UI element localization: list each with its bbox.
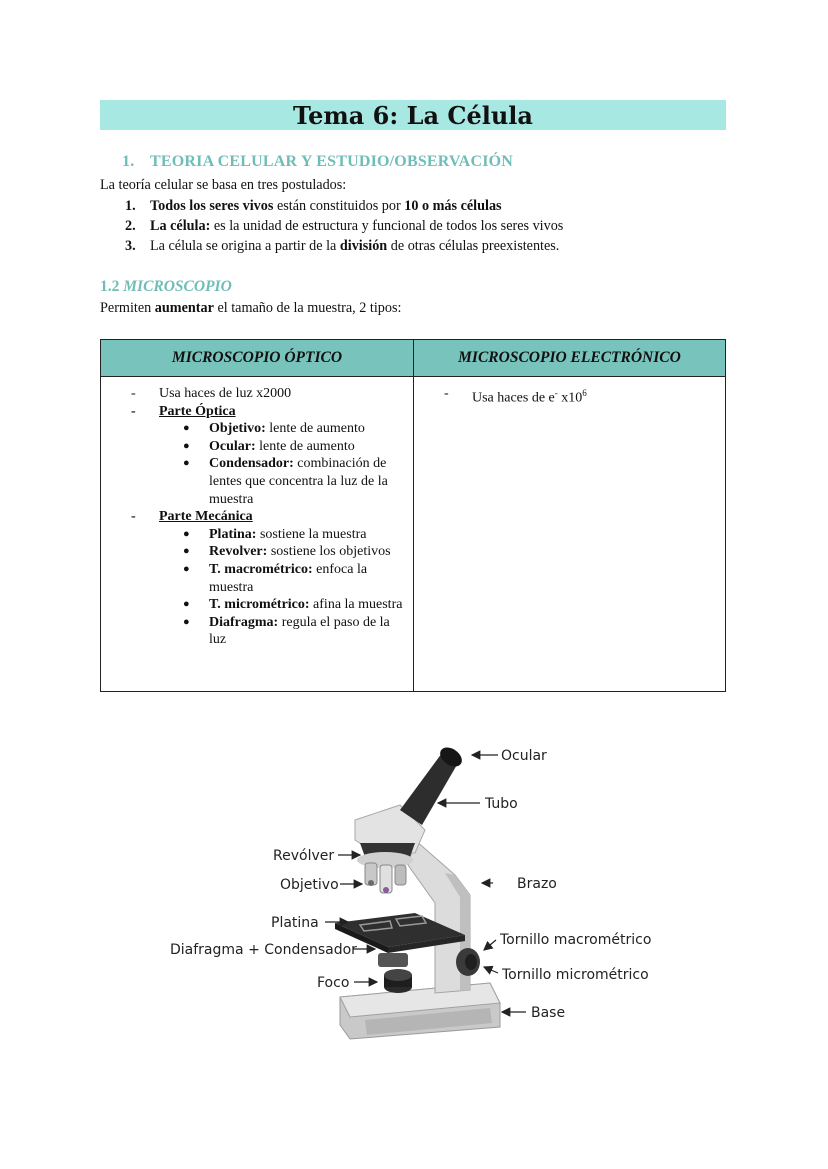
- list-item: [129, 543, 407, 561]
- mecanica-list: [129, 526, 407, 649]
- text: Usa haces de luz x2000: [159, 386, 292, 401]
- dash-item: - Usa haces de luz x2000: [131, 386, 292, 401]
- subheading-mecanica: Parte Mecánica: [159, 509, 253, 525]
- text: regula el paso de la luz: [209, 614, 390, 648]
- bold-text: Revolver:: [209, 544, 268, 560]
- label-diafragma: Diafragma + Condensador: [170, 942, 357, 958]
- cell-electronico: [413, 377, 725, 692]
- list-item: [129, 561, 407, 596]
- bold-text: división: [339, 238, 388, 254]
- postulates-list: [100, 196, 660, 256]
- list-number: 1.: [125, 198, 136, 214]
- bullet-icon: ●: [183, 615, 190, 628]
- text: Usa haces de e: [471, 390, 555, 406]
- subheading-optica: Parte Óptica: [159, 403, 236, 419]
- label-brazo: Brazo: [517, 876, 557, 892]
- list-item: [129, 526, 407, 544]
- section-title: MICROSCOPIO: [123, 278, 232, 295]
- postulate-item: [100, 236, 660, 256]
- label-base: Base: [531, 1005, 566, 1021]
- dash-item: - Parte Óptica: [131, 403, 236, 419]
- dash-item: - Usa haces de e- $x10^6$: [443, 386, 587, 406]
- bold-text: Platina:: [209, 526, 257, 542]
- optica-list: [129, 420, 407, 508]
- list-number: 2.: [125, 218, 136, 234]
- label-objetivo: Objetivo: [280, 877, 339, 893]
- text: combinación de lentes que concentra la luz de la muestra: [209, 456, 388, 507]
- bullet-icon: ●: [183, 422, 190, 435]
- bold-text: La célula:: [150, 218, 211, 234]
- bullet-icon: ●: [183, 439, 190, 452]
- bullet-icon: ●: [183, 545, 190, 558]
- dash-item: - Parte Mecánica: [131, 509, 253, 525]
- label-ocular: Ocular: [501, 748, 547, 764]
- section-title: TEORIA CELULAR Y ESTUDIO/OBSERVACIÓN: [150, 153, 514, 170]
- text: el tamaño de la muestra, 2 tipos:: [213, 300, 402, 316]
- eyepiece-tube: [400, 744, 465, 825]
- bold-text: Objetivo:: [209, 421, 266, 437]
- bold-text: Todos los seres vivos: [150, 198, 274, 214]
- bullet-icon: ●: [183, 562, 190, 575]
- list-item: [129, 614, 407, 649]
- focus-knobs: [456, 948, 480, 976]
- bullet-icon: ●: [183, 457, 190, 470]
- bullet-icon: ●: [183, 527, 190, 540]
- list-item: [129, 455, 407, 508]
- microscope-diagram: [160, 735, 670, 1055]
- text: lente de aumento: [265, 421, 365, 437]
- superscript: -: [554, 388, 558, 398]
- label-foco: Foco: [317, 975, 350, 991]
- bold-text: aumentar: [154, 300, 214, 316]
- label-micrometrico: Tornillo micrométrico: [502, 967, 649, 983]
- bullet-icon: ●: [183, 598, 190, 611]
- column-header-electronico: MICROSCOPIO ELECTRÓNICO: [413, 340, 725, 377]
- bold-text: Ocular:: [209, 438, 256, 454]
- bold-text: T. micrométrico:: [209, 597, 310, 613]
- list-item: [129, 438, 407, 456]
- section-number: 1.: [122, 153, 135, 170]
- intro-text: La teoría celular se basa en tres postulados:: [100, 177, 347, 193]
- label-revolver: Revólver: [273, 848, 335, 864]
- title-band: [100, 100, 726, 130]
- section-number: 1.2: [100, 278, 120, 295]
- microscope-base: [340, 983, 500, 1039]
- lead-text: [100, 300, 401, 317]
- page-title: Tema 6: La Célula: [293, 100, 533, 130]
- cell-optico: [101, 377, 414, 692]
- superscript: 6: [582, 388, 587, 398]
- objective-lenses: [365, 863, 406, 893]
- bold-text: Diafragma:: [209, 614, 279, 630]
- bold-text: Condensador:: [209, 456, 294, 472]
- text: Permiten: [100, 300, 155, 316]
- text: sostiene la muestra: [256, 526, 367, 542]
- text: de otras células preexistentes.: [387, 238, 560, 254]
- list-item: [129, 420, 407, 438]
- postulate-item: [100, 196, 660, 216]
- label-macrometrico: Tornillo macrométrico: [500, 932, 652, 948]
- comparison-table: [100, 339, 726, 692]
- text: afina la muestra: [309, 597, 403, 613]
- postulate-item: [100, 216, 660, 236]
- label-tubo: Tubo: [485, 796, 518, 812]
- list-number: 3.: [125, 238, 136, 254]
- text: x10: [557, 390, 583, 406]
- text: están constituidos por: [273, 198, 405, 214]
- microscope-illustration: [160, 735, 670, 1055]
- text: La célula se origina a partir de la: [150, 238, 340, 254]
- text: enfoca la muestra: [209, 561, 368, 595]
- text: lente de aumento: [255, 438, 355, 454]
- section-heading-1: [122, 153, 513, 171]
- text: sostiene los objetivos: [267, 544, 391, 560]
- bold-text: 10 o más células: [404, 198, 502, 214]
- light-source: [384, 969, 412, 993]
- list-item: [129, 596, 407, 614]
- section-heading-2: [100, 278, 232, 296]
- bold-text: T. macrométrico:: [209, 561, 313, 577]
- label-platina: Platina: [271, 915, 319, 931]
- column-header-optico: MICROSCOPIO ÓPTICO: [101, 340, 414, 377]
- text: es la unidad de estructura y funcional de todos los seres vivos: [210, 218, 564, 234]
